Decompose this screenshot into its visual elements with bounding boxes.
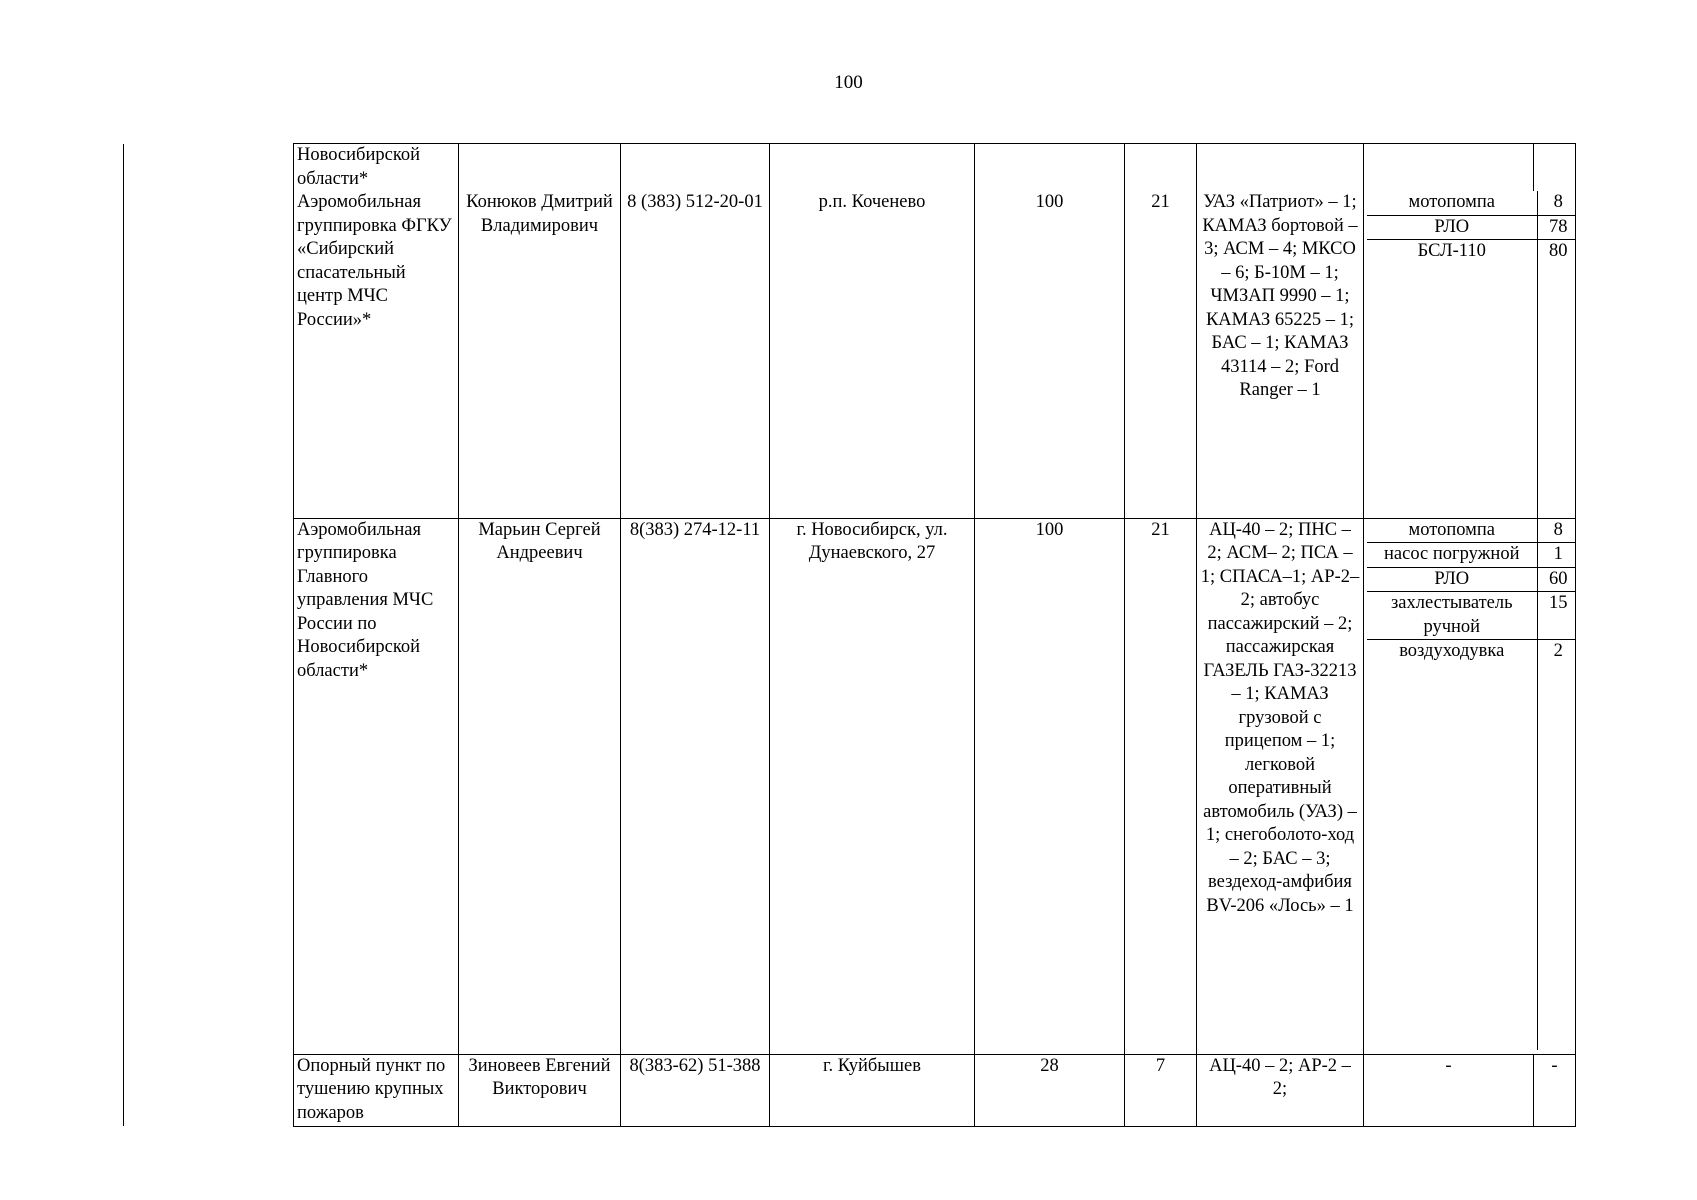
head-cell: Марьин Сергей Андреевич [459,518,621,1054]
address-cell: р.п. Коченево [770,191,975,518]
org-cell: Новосибирской области* [294,144,459,192]
equipment-name: захлестыватель ручной [1367,592,1537,640]
phone-cell [621,144,770,192]
equipment-qty: 2 [1537,640,1576,1050]
table-row [124,1054,1576,1126]
units-cell: 21 [1125,191,1197,518]
vehicles-cell: АЦ-40 – 2; ПНС – 2; АСМ– 2; ПСА – 1; СПАСА–1; АР-2– 2; автобус пассажирский – 2; пассажирская ГАЗЕЛЬ ГАЗ-32213 – 1; КАМАЗ грузовой с прицепом – 1; легковой оперативный автомобиль (УАЗ) – 1; снегоболото-ход – 2; БАС – 3; вездеход-амфибия BV-206 «Лось» – 1 [1197,518,1364,1054]
equipment-name: РЛО [1367,567,1537,592]
first-column-cell [124,191,294,518]
equipment-row [1367,567,1576,592]
vehicles-cell: УАЗ «Патриот» – 1; КАМАЗ бортовой – 3; АСМ – 4; МКСО – 6; Б-10М – 1; ЧМЗАП 9990 – 1; КАМАЗ 65225 – 1; БАС – 1; КАМАЗ 43114 – 2; Ford Ranger – 1 [1197,191,1364,518]
equipment-qty: 15 [1537,592,1576,640]
table-row [124,144,1576,192]
vehicles-cell: АЦ-40 – 2; АР-2 – 2; [1197,1054,1364,1126]
org-cell: Опорный пункт по тушению крупных пожаров [294,1054,459,1126]
personnel-cell [975,144,1125,192]
equipment-cell [1364,191,1576,518]
units-cell [1125,144,1197,192]
equipment-qty: 8 [1537,191,1576,215]
head-cell [459,144,621,192]
equipment-row [1367,191,1576,215]
org-cell: Аэромобильная группировка ФГКУ «Сибирский спасательный центр МЧС России»* [294,191,459,518]
equipment-qty-cell [1534,144,1576,192]
equipment-name: РЛО [1367,215,1537,240]
equipment-qty: 1 [1537,543,1576,568]
personnel-cell: 100 [975,191,1125,518]
first-column-cell [124,1054,294,1126]
equipment-row [1367,215,1576,240]
table-row [124,191,1576,518]
units-cell: 21 [1125,518,1197,1054]
equipment-name: насос погружной [1367,543,1537,568]
table-row [124,518,1576,1054]
equipment-row [1367,640,1576,1050]
vehicles-cell [1197,144,1364,192]
first-column-cell [124,518,294,1054]
equipment-name: воздуходувка [1399,641,1505,661]
equipment-cell [1364,518,1576,1054]
equipment-name-cell [1364,144,1534,192]
first-column-cell [124,144,294,192]
equipment-row [1367,592,1576,640]
equipment-qty-cell: - [1534,1054,1576,1126]
head-cell: Зиновеев Евгений Викторович [459,1054,621,1126]
address-cell: г. Новосибирск, ул. Дунаевского, 27 [770,518,975,1054]
phone-cell: 8 (383) 512-20-01 [621,191,770,518]
org-cell: Аэромобильная группировка Главного управления МЧС России по Новосибирской области* [294,518,459,1054]
equipment-name: мотопомпа [1367,191,1537,215]
equipment-name-cell: - [1364,1054,1534,1126]
equipment-name: мотопомпа [1367,519,1537,543]
personnel-cell: 28 [975,1054,1125,1126]
resources-table [123,143,1576,1127]
equipment-qty: 60 [1537,567,1576,592]
equipment-table [1367,191,1576,518]
equipment-row [1367,240,1576,518]
address-cell [770,144,975,192]
phone-cell: 8(383-62) 51-388 [621,1054,770,1126]
equipment-qty: 80 [1537,240,1576,518]
units-cell: 7 [1125,1054,1197,1126]
equipment-name: БСЛ-110 [1417,241,1486,261]
head-cell: Конюков Дмитрий Владимирович [459,191,621,518]
page-number: 100 [834,72,863,93]
equipment-row [1367,519,1576,543]
equipment-row [1367,543,1576,568]
personnel-cell: 100 [975,518,1125,1054]
equipment-qty: 78 [1537,215,1576,240]
equipment-table [1367,519,1576,1050]
phone-cell: 8(383) 274-12-11 [621,518,770,1054]
equipment-qty: 8 [1537,519,1576,543]
address-cell: г. Куйбышев [770,1054,975,1126]
